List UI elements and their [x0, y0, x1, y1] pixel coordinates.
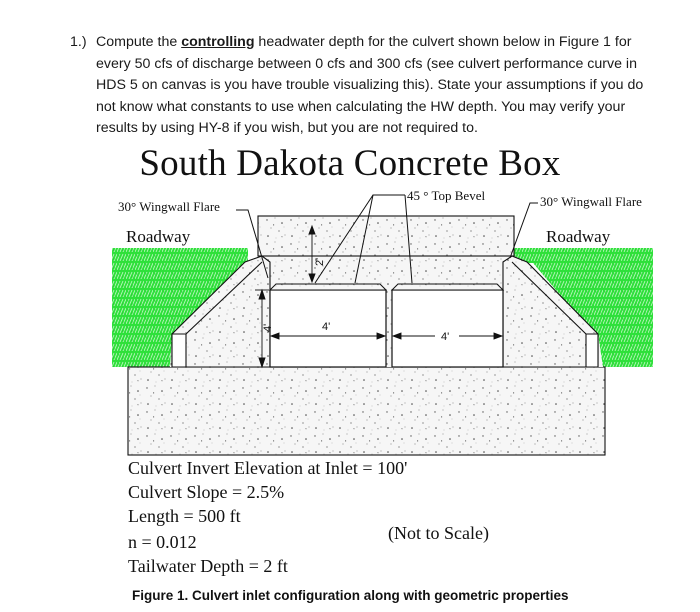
dim-width-right-label: 4'	[441, 331, 450, 343]
dim-top-label: 2'	[314, 257, 326, 266]
dim-height-label: 4'	[262, 323, 274, 332]
wingwall-right-face	[586, 334, 598, 367]
problem-line-3: HDS 5 on canvas is you have trouble visualizing this). State your assumptions if you do	[96, 77, 644, 93]
problem-line-4: not know what constants to use when calculating the HW depth. You may verify your	[96, 98, 626, 115]
problem-number: 1.)	[70, 34, 87, 50]
top-bevel-label: 45 ° Top Bevel	[407, 188, 486, 203]
bevel-right	[392, 284, 503, 290]
dim-width-left-label: 4'	[322, 321, 331, 333]
problem-line-1-end: headwater depth for the culvert shown below in Figure 1 for	[254, 34, 632, 50]
tailwater-depth: Tailwater Depth = 2 ft	[128, 556, 288, 576]
base-slab	[128, 367, 605, 455]
wingwall-right-label: 30° Wingwall Flare	[540, 194, 642, 209]
invert-elevation: Culvert Invert Elevation at Inlet = 100'	[128, 458, 408, 478]
controlling-emphasis: controlling	[181, 34, 255, 50]
figure-title: South Dakota Concrete Box	[139, 143, 561, 184]
problem-line-2: every 50 cfs of discharge between 0 cfs and 300 cfs (see culvert performance curve in	[96, 55, 637, 72]
culvert-length: Length = 500 ft	[128, 506, 241, 526]
barrel-right	[392, 290, 503, 367]
roadway-right-label: Roadway	[546, 227, 611, 246]
roadway-left-label: Roadway	[126, 227, 191, 246]
wingwall-left-label: 30° Wingwall Flare	[118, 199, 220, 214]
culvert-slope: Culvert Slope = 2.5%	[128, 482, 285, 502]
wingwall-left-face	[172, 334, 186, 367]
problem-line-5: results by using HY-8 if you wish, but you are not required to.	[96, 120, 478, 136]
problem-line-1-start: Compute the	[96, 34, 182, 50]
bevel-left	[270, 284, 386, 290]
figure-caption: Figure 1. Culvert inlet configuration along with geometric properties	[132, 588, 569, 603]
scale-note: (Not to Scale)	[388, 523, 489, 543]
manning-n: n = 0.012	[128, 532, 197, 552]
